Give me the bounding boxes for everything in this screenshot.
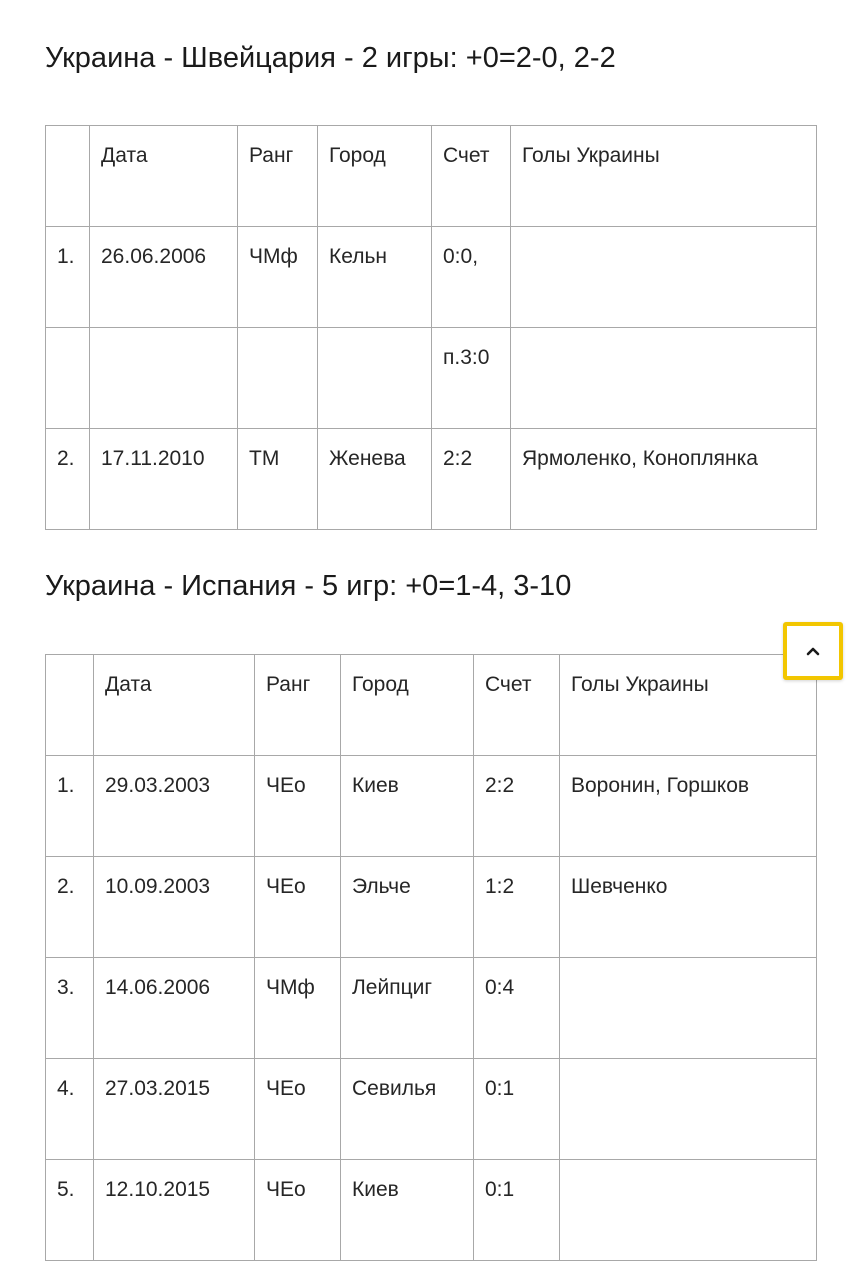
header-cell-number bbox=[46, 126, 90, 227]
cell-score: 0:0, bbox=[432, 227, 511, 328]
cell-goals: Ярмоленко, Коноплянка bbox=[511, 429, 817, 530]
games-table-ukraine-switzerland bbox=[45, 125, 817, 530]
cell-number: 1. bbox=[46, 756, 94, 857]
cell-rank: ЧЕо bbox=[255, 857, 341, 958]
table-row bbox=[46, 857, 817, 958]
cell-goals bbox=[560, 1059, 817, 1160]
cell-rank: ЧЕо bbox=[255, 756, 341, 857]
cell-date: 29.03.2003 bbox=[94, 756, 255, 857]
table-header-row bbox=[46, 655, 817, 756]
chevron-up-icon bbox=[805, 645, 821, 657]
cell-goals: Шевченко bbox=[560, 857, 817, 958]
cell-goals: Воронин, Горшков bbox=[560, 756, 817, 857]
cell-city: Лейпциг bbox=[341, 958, 474, 1059]
table-row bbox=[46, 227, 817, 328]
cell-date: 27.03.2015 bbox=[94, 1059, 255, 1160]
cell-date: 26.06.2006 bbox=[90, 227, 238, 328]
header-cell-rank: Ранг bbox=[238, 126, 318, 227]
header-cell-date: Дата bbox=[90, 126, 238, 227]
cell-score: 2:2 bbox=[432, 429, 511, 530]
cell-city: Севилья bbox=[341, 1059, 474, 1160]
cell-score: 0:4 bbox=[474, 958, 560, 1059]
cell-city: Женева bbox=[318, 429, 432, 530]
cell-date: 10.09.2003 bbox=[94, 857, 255, 958]
cell-number: 3. bbox=[46, 958, 94, 1059]
cell-goals bbox=[511, 328, 817, 429]
table-row bbox=[46, 1160, 817, 1261]
table-header-row bbox=[46, 126, 817, 227]
cell-date: 14.06.2006 bbox=[94, 958, 255, 1059]
cell-number: 2. bbox=[46, 857, 94, 958]
cell-rank: ЧМф bbox=[238, 227, 318, 328]
cell-rank: ЧМф bbox=[255, 958, 341, 1059]
cell-city: Киев bbox=[341, 1160, 474, 1261]
cell-city bbox=[318, 328, 432, 429]
header-cell-rank: Ранг bbox=[255, 655, 341, 756]
cell-score: п.3:0 bbox=[432, 328, 511, 429]
header-cell-goals: Голы Украины bbox=[511, 126, 817, 227]
cell-date: 12.10.2015 bbox=[94, 1160, 255, 1261]
cell-number bbox=[46, 328, 90, 429]
header-cell-city: Город bbox=[341, 655, 474, 756]
cell-city: Киев bbox=[341, 756, 474, 857]
table-row bbox=[46, 958, 817, 1059]
table-row bbox=[46, 328, 817, 429]
cell-number: 1. bbox=[46, 227, 90, 328]
cell-date bbox=[90, 328, 238, 429]
cell-goals bbox=[560, 1160, 817, 1261]
header-cell-score: Счет bbox=[474, 655, 560, 756]
cell-rank: ЧЕо bbox=[255, 1160, 341, 1261]
cell-score: 2:2 bbox=[474, 756, 560, 857]
cell-score: 1:2 bbox=[474, 857, 560, 958]
table-row bbox=[46, 756, 817, 857]
header-cell-number bbox=[46, 655, 94, 756]
cell-score: 0:1 bbox=[474, 1059, 560, 1160]
cell-goals bbox=[511, 227, 817, 328]
header-cell-city: Город bbox=[318, 126, 432, 227]
cell-number: 4. bbox=[46, 1059, 94, 1160]
header-cell-score: Счет bbox=[432, 126, 511, 227]
cell-score: 0:1 bbox=[474, 1160, 560, 1261]
header-cell-date: Дата bbox=[94, 655, 255, 756]
table-row bbox=[46, 1059, 817, 1160]
section-title-ukraine-spain: Украина - Испания - 5 игр: +0=1-4, 3-10 bbox=[45, 570, 572, 602]
scroll-to-top-button[interactable] bbox=[783, 622, 843, 680]
cell-city: Кельн bbox=[318, 227, 432, 328]
section-title-ukraine-switzerland: Украина - Швейцария - 2 игры: +0=2-0, 2-2 bbox=[45, 42, 616, 74]
cell-date: 17.11.2010 bbox=[90, 429, 238, 530]
games-table-ukraine-spain bbox=[45, 654, 817, 1261]
cell-rank bbox=[238, 328, 318, 429]
cell-city: Эльче bbox=[341, 857, 474, 958]
header-cell-goals: Голы Украины bbox=[560, 655, 817, 756]
cell-number: 2. bbox=[46, 429, 90, 530]
cell-rank: ЧЕо bbox=[255, 1059, 341, 1160]
table-row bbox=[46, 429, 817, 530]
cell-goals bbox=[560, 958, 817, 1059]
cell-rank: ТМ bbox=[238, 429, 318, 530]
cell-number: 5. bbox=[46, 1160, 94, 1261]
